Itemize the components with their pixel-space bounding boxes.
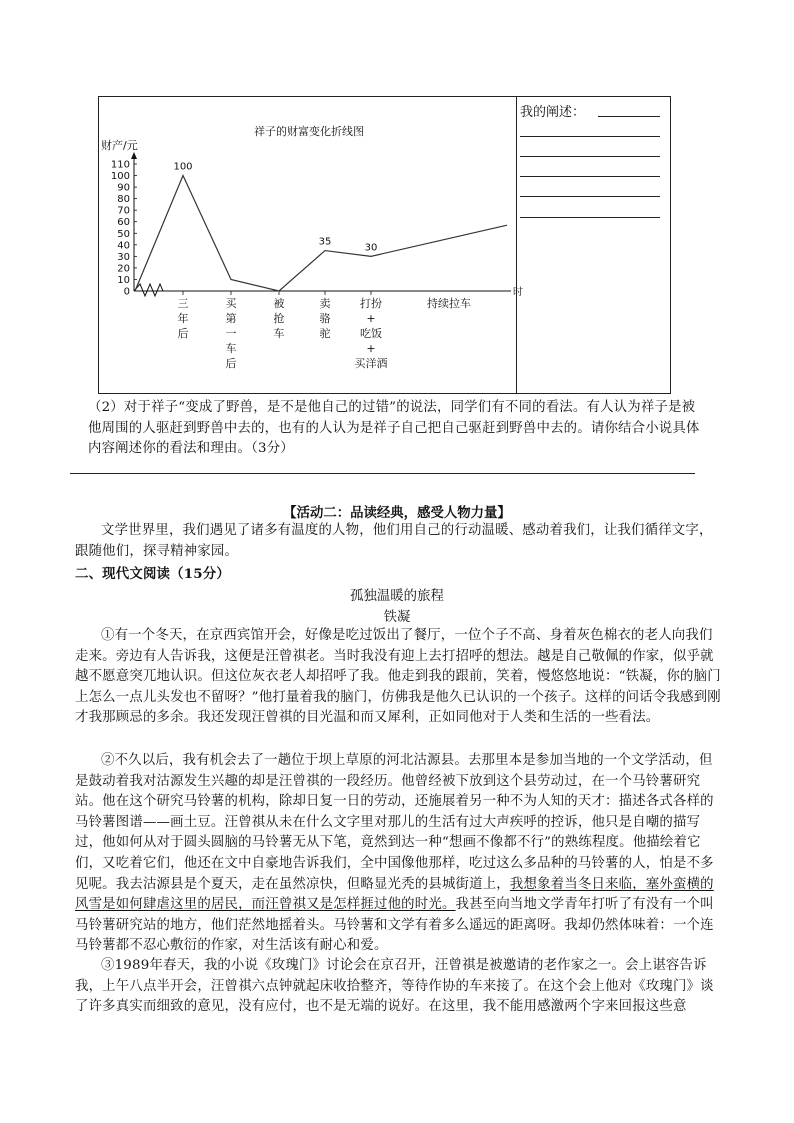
data-label: 30 bbox=[364, 242, 378, 254]
x-tick-label: 买 bbox=[225, 297, 237, 310]
x-tick-label: 买洋酒 bbox=[354, 357, 388, 370]
section-heading: 二、现代文阅读（15分） bbox=[75, 566, 230, 582]
description-line[interactable] bbox=[598, 116, 660, 117]
x-tick-label: + bbox=[366, 312, 376, 325]
y-tick-label: 30 bbox=[117, 251, 130, 263]
y-tick-label: 20 bbox=[117, 263, 130, 275]
activity-title: 【活动二：品读经典，感受人物力量】 bbox=[283, 505, 511, 521]
article-author: 铁凝 bbox=[383, 610, 411, 625]
description-line[interactable] bbox=[520, 217, 660, 218]
description-line[interactable] bbox=[520, 176, 660, 177]
paragraph-2-part-a: ②不久以后，我有机会去了一趟位于坝上草原的河北沽源县。去那里本是参加当地的一个文学活动，但是鼓动着我对沽源发生兴趣的却是汪曾祺的一段经历。他曾经被下放到这个县劳动过，在一个马铃薯研究站。他在这个研究马铃薯的机构，除却日复一日的劳动，还施展着另一种不为人知的天才：描述各式各样的马铃薯图谱——画土豆。汪曾祺从未在什么文字里对那儿的生活有过大声疾呼的控诉，他只是自嘲的描写过，他如何从对于圆头圆脑的马铃薯无从下笔，竟然到达一种“想画不像都不行”的熟练程度。他描绘着它们，又吃着它们，他还在文中自豪地告诉我们，全中国像他那样，吃过这么多品种的马铃薯的人，怕是不多见呢。我去沽源县是个夏天，走在虽然凉快，但略显光秃的县城街道上， bbox=[75, 753, 714, 892]
activity-intro: 文学世界里，我们遇见了诸多有温度的人物，他们用自己的行动温暖、感动着我们，让我们循徉文字，跟随他们，探寻精神家园。 bbox=[75, 523, 713, 559]
description-line[interactable] bbox=[520, 136, 660, 137]
y-axis-arrow bbox=[131, 152, 137, 159]
wealth-line-chart bbox=[99, 97, 523, 387]
x-tick-label: 抢 bbox=[273, 312, 285, 325]
x-tick-label: 骆 bbox=[319, 312, 331, 325]
paragraph-2 bbox=[75, 751, 723, 957]
article-title: 孤独温暖的旅程 bbox=[350, 589, 444, 604]
y-axis-label: 财产/元 bbox=[101, 139, 138, 152]
y-tick-label: 0 bbox=[123, 286, 130, 298]
y-tick-label: 100 bbox=[110, 171, 130, 183]
description-line[interactable] bbox=[520, 156, 660, 157]
y-tick-label: 10 bbox=[117, 274, 130, 286]
description-label: 我的阐述： bbox=[520, 105, 586, 120]
y-tick-label: 80 bbox=[117, 194, 130, 206]
data-label: 100 bbox=[173, 161, 193, 173]
question-2: （2）对于祥子“变成了野兽，是不是他自己的过错”的说法，同学们有不同的看法。有人认为祥子是被他周围的人驱赶到野兽中去的，也有的人认为是祥子自己把自己驱赶到野兽中去的。请你结合小说具体内容阐述你的看法和理由。（3分） bbox=[88, 400, 700, 456]
y-tick-label: 60 bbox=[117, 217, 130, 229]
y-tick-label: 110 bbox=[110, 159, 130, 171]
x-tick-label: 后 bbox=[225, 357, 237, 370]
x-tick-label: 吃饭 bbox=[360, 327, 382, 340]
x-axis-cut-label: 时 bbox=[513, 287, 523, 298]
axis-break bbox=[134, 284, 163, 296]
x-tick-label: 持续拉车 bbox=[427, 297, 471, 310]
x-tick-label: 车 bbox=[273, 327, 285, 340]
x-tick-label: 后 bbox=[177, 327, 189, 340]
x-tick-label: 第 bbox=[225, 312, 237, 325]
paragraph-1: ①有一个冬天，在京西宾馆开会，好像是吃过饭出了餐厅，一位个子不高、身着灰色棉衣的老人向我们走来。旁边有人告诉我，这便是汪曾祺老。当时我没有迎上去打招呼的想法。越是自己敬佩的作家，似乎就越不愿意突兀地认识。但这位灰衣老人却招呼了我。他走到我的跟前，笑着，慢悠悠地说：“铁凝，你的脑门上怎么一点儿头发也不留呀？”他打量着我的脑门，仿佛我是他久已认识的一个孩子。这样的问话令我感到刚才我那顾忌的多余。我还发现汪曾祺的目光温和而又犀利，正如同他对于人类和生活的一些看法。 bbox=[75, 628, 721, 726]
answer-line[interactable] bbox=[70, 473, 695, 474]
x-tick-label: 卖 bbox=[319, 297, 331, 310]
series-line bbox=[135, 176, 507, 291]
x-tick-label: 三 bbox=[177, 297, 189, 310]
chart-title: 祥子的财富变化折线图 bbox=[254, 125, 364, 138]
y-tick-label: 50 bbox=[117, 228, 130, 240]
box-divider bbox=[516, 96, 517, 394]
x-tick-label: + bbox=[366, 342, 376, 355]
data-label: 35 bbox=[318, 236, 332, 248]
x-tick-label: 被 bbox=[273, 297, 285, 310]
y-tick-label: 40 bbox=[117, 240, 130, 252]
x-tick-label: 车 bbox=[225, 342, 237, 355]
paragraph-3: ③1989年春天，我的小说《玫瑰门》讨论会在京召开，汪曾祺是被邀请的老作家之一。会上谌容告诉我，上午八点半开会，汪曾祺六点钟就起床收拾整齐，等待作协的车来接了。在这个会上他对《玫瑰门》谈了许多真实而细致的意见，没有应付，也不是无端的说好。在这里，我不能用感激两个字来回报这些意 bbox=[75, 958, 714, 1015]
underlined-sentence: 我想象着当冬日来临，塞外蛮横的风雪是如何肆虐这里的居民，而汪曾祺又是怎样捱过他的时光。 bbox=[75, 876, 714, 913]
x-tick-label: 一 bbox=[225, 327, 237, 340]
x-tick-label: 驼 bbox=[319, 327, 331, 340]
paragraph-2-part-b: 我甚至向当地文学青年打听了有没有一个叫马铃薯研究站的地方，他们茫然地摇着头。马铃薯和文学有着多么遥远的距离呀。我却仍然体味着：一个连马铃薯都不忍心敷衍的作家，对生活该有耐心和爱。 bbox=[75, 897, 714, 954]
x-tick-label: 年 bbox=[177, 312, 189, 325]
y-tick-label: 70 bbox=[117, 205, 130, 217]
y-tick-label: 90 bbox=[117, 182, 130, 194]
x-tick-label: 打扮 bbox=[360, 297, 382, 310]
description-line[interactable] bbox=[520, 196, 660, 197]
